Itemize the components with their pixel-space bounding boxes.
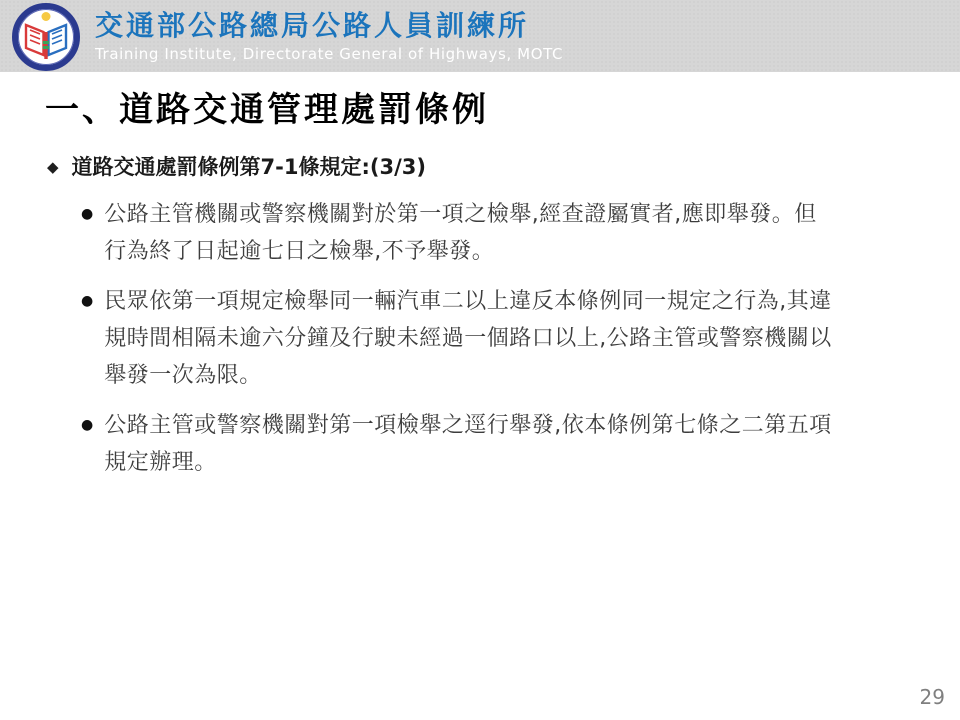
slide-title: 一、道路交通管理處罰條例 bbox=[45, 90, 489, 130]
bullet-2-line-3: 舉發一次為限。 bbox=[104, 363, 262, 388]
bullet-1-line-1: 公路主管機關或警察機關對於第一項之檢舉,經查證屬實者,應即舉發。但 bbox=[104, 202, 817, 227]
header-subtitle: Training Institute, Directorate General of Highways, MOTC bbox=[95, 45, 564, 63]
section-heading-text: 道路交通處罰條例第7-1條規定:(3/3) bbox=[71, 155, 426, 179]
page-number: 29 bbox=[919, 685, 945, 709]
bullet-3-line-1: 公路主管或警察機關對第一項檢舉之逕行舉發,依本條例第七條之二第五項 bbox=[104, 413, 832, 438]
bullet-text-2 bbox=[104, 283, 832, 394]
bullet-item-3 bbox=[81, 407, 922, 481]
bullet-2-line-1: 民眾依第一項規定檢舉同一輛汽車二以上違反本條例同一規定之行為,其違 bbox=[104, 289, 832, 314]
circle-bullet-icon: ● bbox=[81, 206, 94, 222]
bullet-text-3 bbox=[104, 407, 832, 481]
diamond-bullet-icon: ◆ bbox=[47, 158, 59, 176]
bullet-2-line-2: 規時間相隔未逾六分鐘及行駛未經過一個路口以上,公路主管或警察機關以 bbox=[104, 326, 832, 351]
slide-header bbox=[0, 0, 960, 72]
institute-logo-icon bbox=[9, 3, 83, 71]
bullet-3-line-2: 規定辦理。 bbox=[104, 450, 217, 475]
bullet-1-line-2: 行為終了日起逾七日之檢舉,不予舉發。 bbox=[104, 239, 495, 264]
header-title: 交通部公路總局公路人員訓練所 bbox=[95, 9, 530, 42]
bullet-list bbox=[81, 196, 922, 481]
circle-bullet-icon: ● bbox=[81, 417, 94, 433]
section-heading bbox=[47, 152, 922, 182]
bullet-item-2 bbox=[81, 283, 922, 394]
header-text-block bbox=[95, 8, 563, 64]
bullet-text-1 bbox=[104, 196, 817, 270]
circle-bullet-icon: ● bbox=[81, 293, 94, 309]
slide-content bbox=[45, 88, 922, 494]
bullet-item-1 bbox=[81, 196, 922, 270]
